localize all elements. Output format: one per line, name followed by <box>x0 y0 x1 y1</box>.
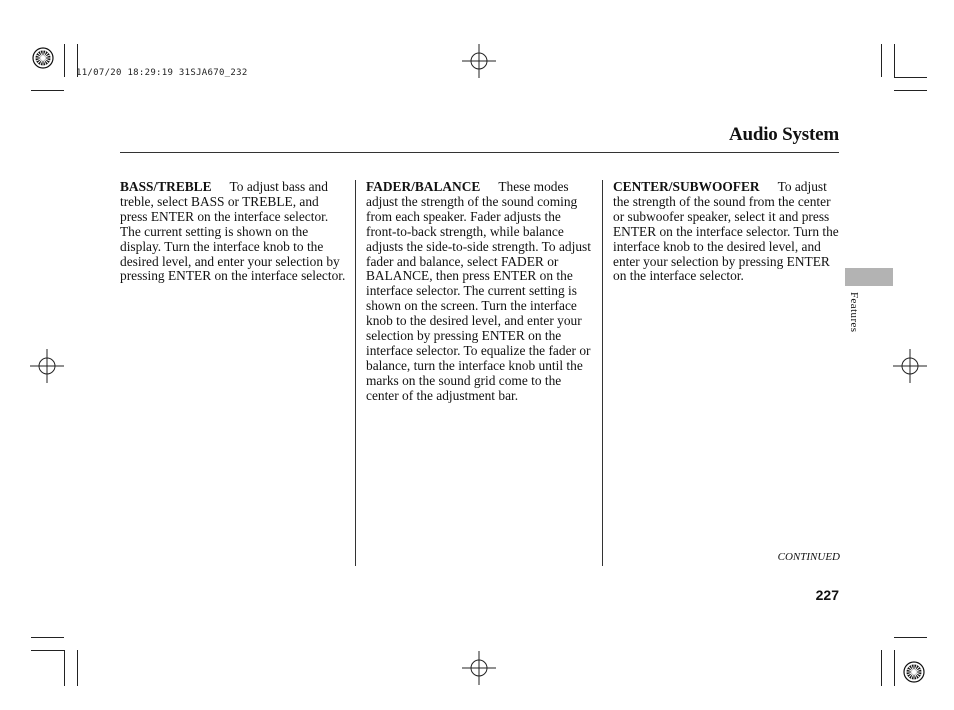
page-number: 227 <box>815 587 839 603</box>
column-divider <box>355 180 356 566</box>
crop-mark <box>31 637 64 638</box>
crop-mark <box>894 77 927 78</box>
starburst-bottom-right <box>904 662 924 682</box>
section-tab-label: Features <box>848 292 860 333</box>
crop-mark <box>77 650 78 686</box>
section-tab <box>845 268 893 286</box>
starburst-top-left <box>33 48 53 68</box>
body-text: These modes adjust the strength of the sound coming from each speaker. Fader adjusts the front-to-back strength, while balance adjusts the side-to-side strength. To adjust fader and balance, select FADER or BALANCE, then press ENTER on the interface selector. The current setting is shown on the screen. Turn the interface knob to the desired level, and enter your selection by pressing ENTER on the interface selector. To equalize the fader or balance, turn the interface knob until the marks on the sound grid come to the center of the adjustment bar. <box>366 179 591 403</box>
column-center-subwoofer <box>613 180 839 284</box>
crosshair-top <box>462 44 496 78</box>
print-stamp: 11/07/20 18:29:19 31SJA670_232 <box>76 68 248 78</box>
crop-mark <box>64 44 65 77</box>
crop-mark <box>31 650 64 651</box>
crop-mark <box>894 90 927 91</box>
crosshair-bottom <box>462 651 496 685</box>
crop-mark <box>31 90 64 91</box>
crosshair-right <box>893 349 927 383</box>
crop-mark <box>881 44 882 77</box>
crop-mark <box>881 650 882 686</box>
body-text: To adjust the strength of the sound from the center or subwoofer speaker, select it and press ENTER on the interface selector. Turn the interface knob to the desired level, and enter your selection by pressing ENTER on the interface selector. <box>613 179 839 284</box>
crop-mark <box>64 650 65 686</box>
crop-mark <box>894 650 895 686</box>
term-heading: BASS/TREBLE <box>120 179 212 194</box>
body-text: To adjust bass and treble, select BASS or TREBLE, and press ENTER on the interface selector. The current setting is shown on the display. Turn the interface knob to the desired level, and enter your selection by pressing ENTER on the interface selector. <box>120 179 346 284</box>
page-title: Audio System <box>728 124 839 145</box>
crop-mark <box>894 44 895 77</box>
term-heading: FADER/BALANCE <box>366 179 481 194</box>
continued-label: CONTINUED <box>777 551 840 563</box>
column-fader-balance <box>366 180 592 404</box>
crosshair-left <box>30 349 64 383</box>
term-heading: CENTER/SUBWOOFER <box>613 179 760 194</box>
column-divider <box>602 180 603 566</box>
column-bass-treble <box>120 180 346 284</box>
crop-mark <box>894 637 927 638</box>
title-rule <box>120 152 839 153</box>
